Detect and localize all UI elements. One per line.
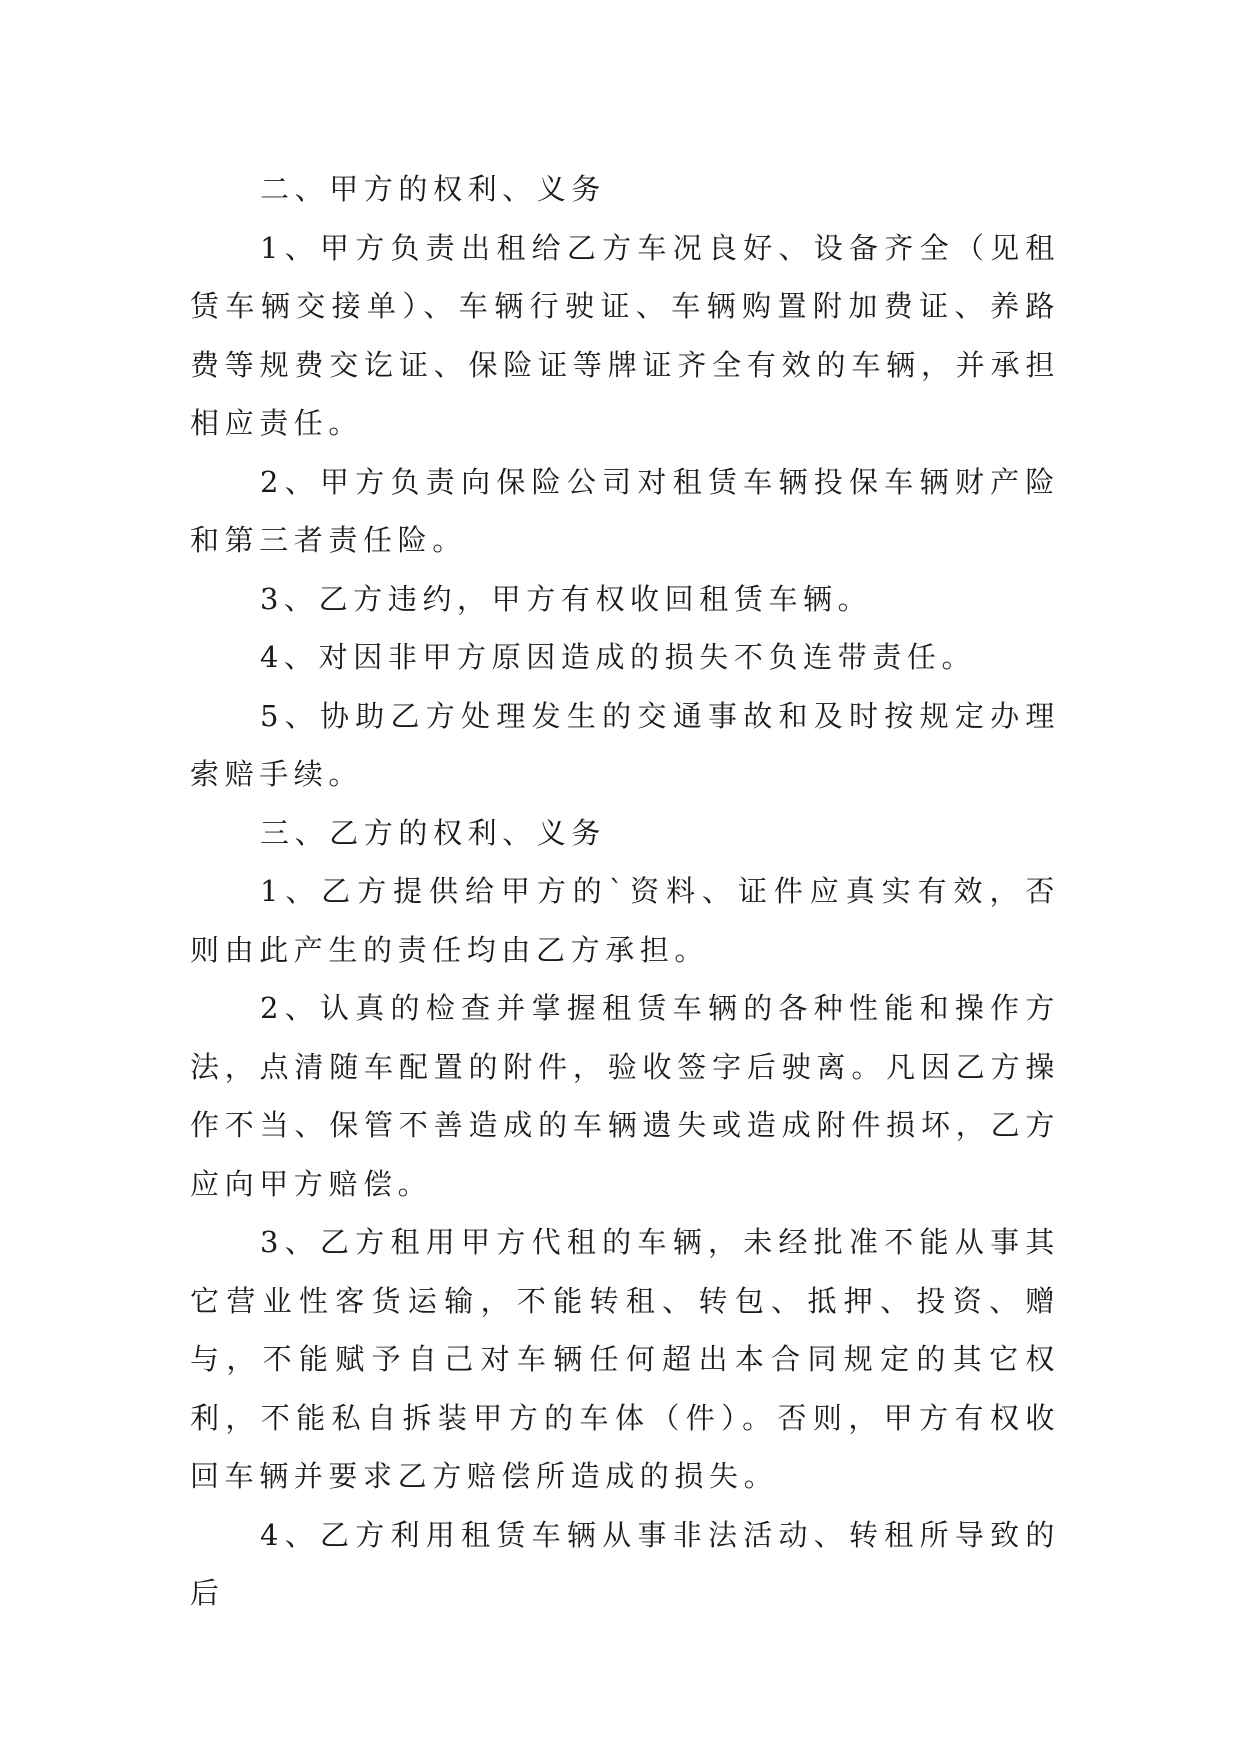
document-body xyxy=(190,160,1060,1623)
paragraph-a2: 2、甲方负责向保险公司对租赁车辆投保车辆财产险和第三者责任险。 xyxy=(190,464,1060,557)
section-heading-party-a: 二、甲方的权利、义务 xyxy=(260,172,607,206)
paragraph-a1: 1、甲方负责出租给乙方车况良好、设备齐全（见租赁车辆交接单）、车辆行驶证、车辆购置附加费证、养路费等规费交讫证、保险证等牌证齐全有效的车辆，并承担相应责任。 xyxy=(190,230,1060,440)
paragraph-b2: 2、认真的检查并掌握租赁车辆的各种性能和操作方法，点清随车配置的附件，验收签字后驶离。凡因乙方操作不当、保管不善造成的车辆遗失或造成附件损坏，乙方应向甲方赔偿。 xyxy=(190,991,1060,1201)
paragraph-a3: 3、乙方违约，甲方有权收回租赁车辆。 xyxy=(260,581,873,616)
paragraph-b1: 1、乙方提供给甲方的`资料、证件应真实有效，否则由此产生的责任均由乙方承担。 xyxy=(190,874,1060,967)
paragraph-b4: 4、乙方利用租赁车辆从事非法活动、转租所导致的后 xyxy=(190,1517,1060,1610)
paragraph-a4: 4、对因非甲方原因造成的损失不负连带责任。 xyxy=(260,640,977,674)
paragraph-b3: 3、乙方租用甲方代租的车辆，未经批准不能从事其它营业性客货运输，不能转租、转包、抵押、投资、赠与，不能赋予自己对车辆任何超出本合同规定的其它权利，不能私自拆装甲方的车体（件）。否则，甲方有权收回车辆并要求乙方赔偿所造成的损失。 xyxy=(190,1225,1060,1493)
section-heading-party-b: 三、乙方的权利、义务 xyxy=(260,815,607,850)
paragraph-a5: 5、协助乙方处理发生的交通事故和及时按规定办理索赔手续。 xyxy=(190,698,1060,791)
